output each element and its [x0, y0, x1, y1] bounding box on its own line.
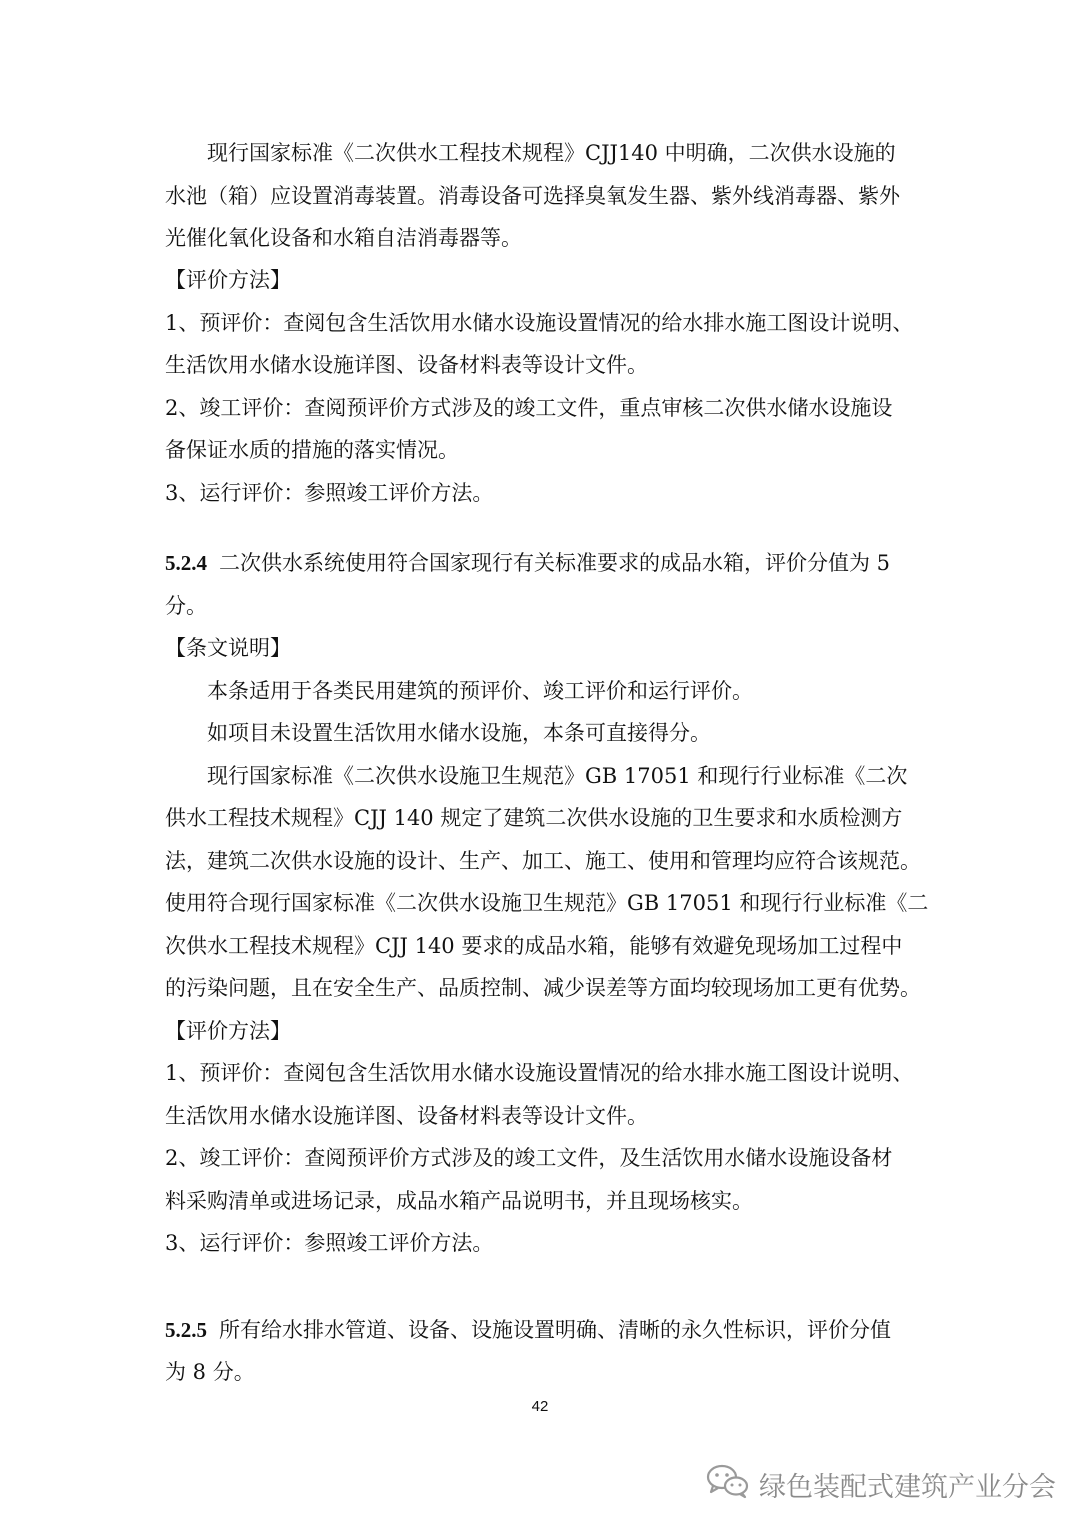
paragraph-line: 2、竣工评价：查阅预评价方式涉及的竣工文件，及生活饮用水储水设施设备材: [165, 1146, 893, 1170]
paragraph-line: 1、预评价：查阅包含生活饮用水储水设施设置情况的给水排水施工图设计说明、: [165, 311, 914, 335]
paragraph-line: 现行国家标准《二次供水设施卫生规范》GB 17051 和现行行业标准《二次: [207, 764, 908, 788]
clause-number: 5.2.5: [165, 1318, 207, 1342]
paragraph-line: 生活饮用水储水设施详图、设备材料表等设计文件。: [165, 353, 648, 377]
paragraph-line: 备保证水质的措施的落实情况。: [165, 438, 459, 462]
page-number: 42: [531, 1398, 549, 1415]
paragraph-line: 1、预评价：查阅包含生活饮用水储水设施设置情况的给水排水施工图设计说明、: [165, 1061, 914, 1085]
paragraph-line: 为 8 分。: [165, 1360, 255, 1384]
paragraph-line: 3、运行评价：参照竣工评价方法。: [165, 481, 494, 505]
paragraph-line: 生活饮用水储水设施详图、设备材料表等设计文件。: [165, 1104, 648, 1128]
section-heading: 【条文说明】: [165, 636, 291, 660]
section-heading: 【评价方法】: [165, 268, 291, 292]
wechat-icon: [705, 1462, 759, 1507]
watermark: [705, 1462, 1056, 1506]
paragraph-line: 料采购清单或进场记录，成品水箱产品说明书，并且现场核实。: [165, 1189, 753, 1213]
clause-number: 5.2.4: [165, 551, 207, 575]
paragraph-line: 使用符合现行国家标准《二次供水设施卫生规范》GB 17051 和现行行业标准《二: [165, 891, 929, 915]
paragraph-line: 如项目未设置生活饮用水储水设施，本条可直接得分。: [207, 721, 711, 745]
clause-5-2-5: [165, 1315, 925, 1345]
paragraph-line: 3、运行评价：参照竣工评价方法。: [165, 1231, 494, 1255]
clause-5-2-4: [165, 548, 925, 578]
paragraph-line: 水池（箱）应设置消毒装置。消毒设备可选择臭氧发生器、紫外线消毒器、紫外: [165, 184, 900, 208]
paragraph-line: 光催化氧化设备和水箱自洁消毒器等。: [165, 226, 522, 250]
section-heading: 【评价方法】: [165, 1019, 291, 1043]
paragraph-line: 次供水工程技术规程》CJJ 140 要求的成品水箱，能够有效避免现场加工过程中: [165, 934, 903, 958]
paragraph-line: 分。: [165, 594, 207, 618]
paragraph-line: 现行国家标准《二次供水工程技术规程》CJJ140 中明确，二次供水设施的: [207, 141, 896, 165]
paragraph-line: 供水工程技术规程》CJJ 140 规定了建筑二次供水设施的卫生要求和水质检测方: [165, 806, 903, 830]
paragraph-line: 的污染问题，且在安全生产、品质控制、减少误差等方面均较现场加工更有优势。: [165, 976, 921, 1000]
paragraph-line: 法，建筑二次供水设施的设计、生产、加工、施工、使用和管理均应符合该规范。: [165, 849, 921, 873]
paragraph-line: 2、竣工评价：查阅预评价方式涉及的竣工文件，重点审核二次供水储水设施设: [165, 396, 893, 420]
clause-text: 所有给水排水管道、设备、设施设置明确、清晰的永久性标识，评价分值: [219, 1318, 891, 1342]
clause-text: 二次供水系统使用符合国家现行有关标准要求的成品水箱，评价分值为 5: [219, 551, 891, 575]
paragraph-line: 本条适用于各类民用建筑的预评价、竣工评价和运行评价。: [207, 679, 753, 703]
watermark-text: 绿色装配式建筑产业分会: [759, 1471, 1056, 1503]
